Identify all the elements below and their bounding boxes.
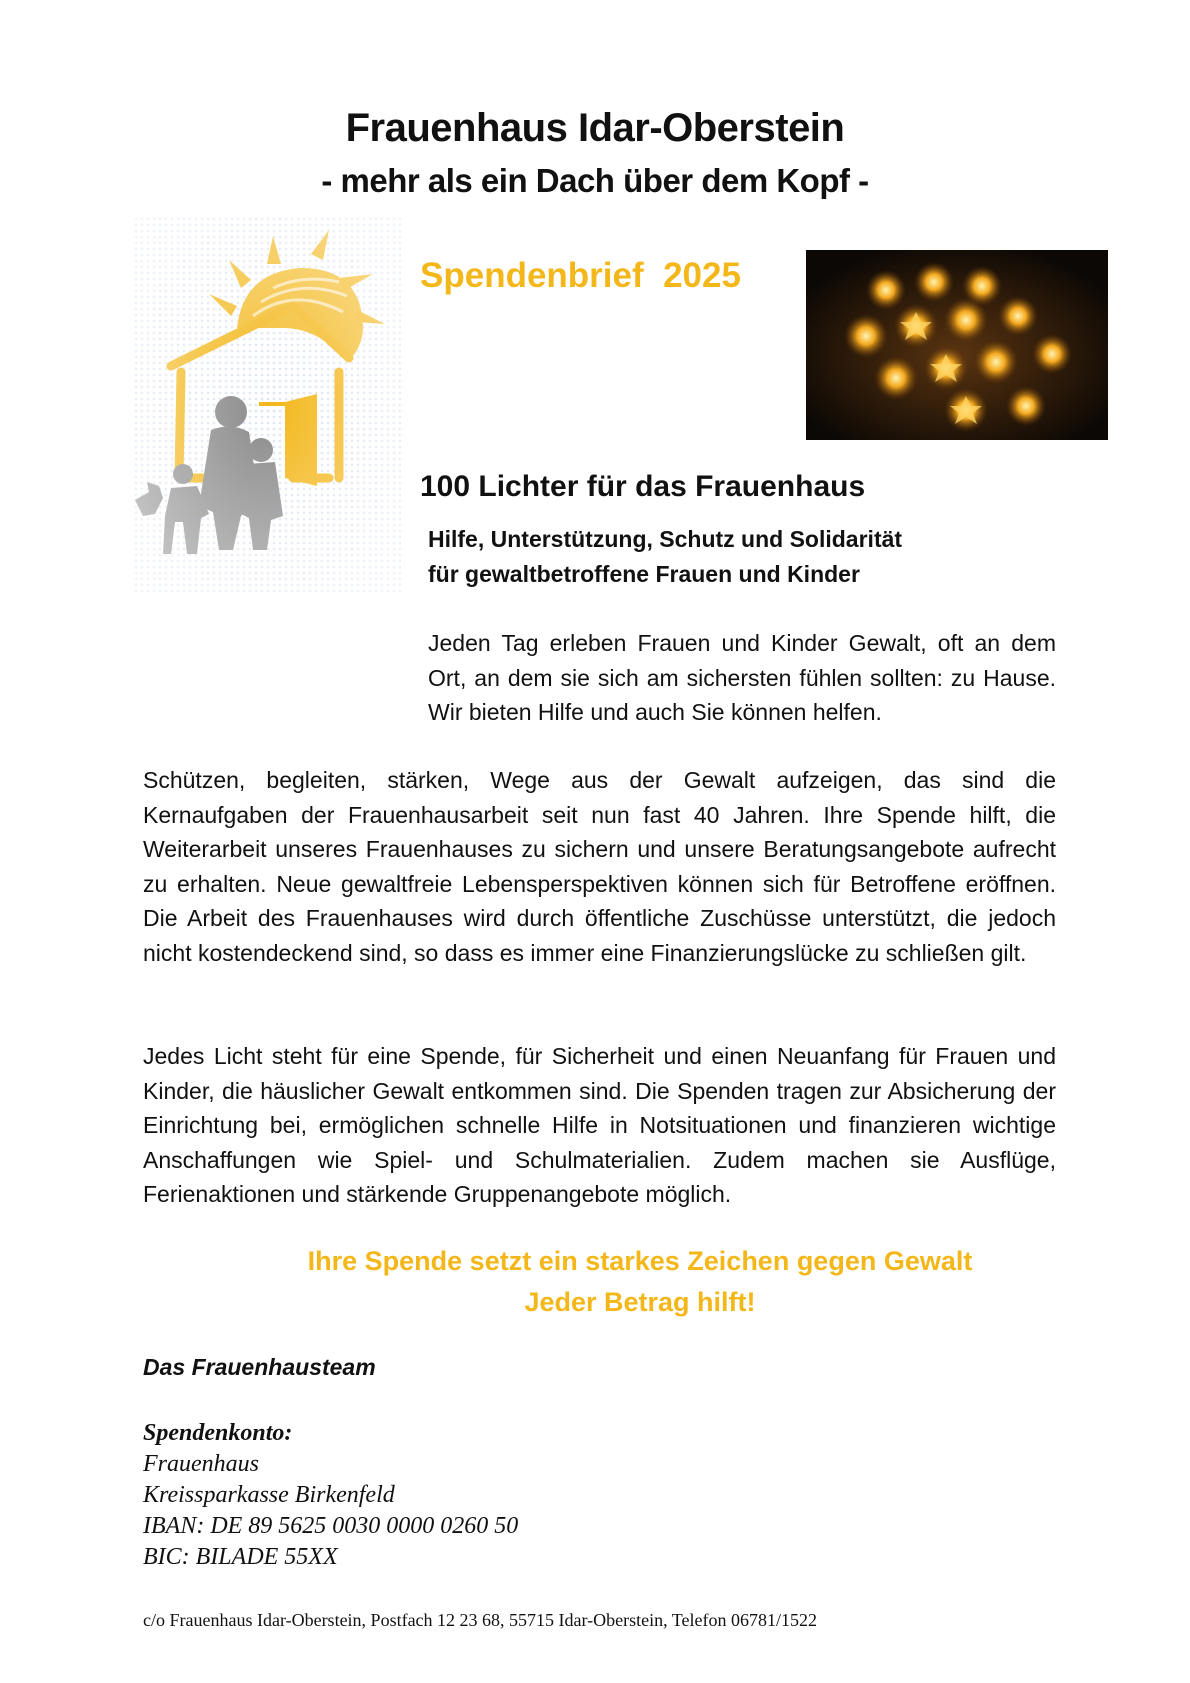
account-iban: IBAN: DE 89 5625 0030 0000 0260 50	[143, 1513, 519, 1539]
letter-label: Spendenbrief 2025	[420, 256, 741, 295]
intro-paragraph: Jeden Tag erleben Frauen und Kinder Gewalt, oft an dem Ort, an dem sie sich am sichersten fühlen sollten: zu Hause. Wir bieten Hilfe und auch Sie können helfen.	[428, 630, 1056, 725]
account-bank: Kreissparkasse Birkenfeld	[143, 1482, 395, 1508]
signature: Das Frauenhausteam	[143, 1354, 376, 1380]
house-sun-logo-icon	[133, 216, 405, 594]
candle-stars-photo-icon	[806, 250, 1108, 440]
page-title: Frauenhaus Idar-Oberstein	[345, 106, 845, 150]
body-paragraph-1: Schützen, begleiten, stärken, Wege aus der Gewalt aufzeigen, das sind die Kernaufgaben der Frauenhausarbeit seit nun fast 40 Jahren. Ihre Spende hilft, die Weiterarbeit unseres Frauenhauses zu sichern und unsere Beratungsangebote aufrecht zu erhalten. Neue gewaltfreie Lebensperspektiven können sich für Betroffene eröffnen. Die Arbeit des Frauenhauses wird durch öffentliche Zuschüsse unterstützt, die jedoch nicht kostendeckend sind, so dass es immer eine Finanzierungslücke zu schließen gilt.	[143, 767, 1056, 966]
call-to-action-line-1: Ihre Spende setzt ein starkes Zeichen gegen Gewalt	[307, 1246, 973, 1276]
section-subheading	[428, 522, 902, 592]
account-bic: BIC: BILADE 55XX	[143, 1544, 338, 1570]
subheading-line-2: für gewaltbetroffene Frauen und Kinder	[428, 561, 860, 587]
section-heading: 100 Lichter für das Frauenhaus	[420, 470, 866, 503]
bank-account-block	[143, 1418, 518, 1573]
footer-address: c/o Frauenhaus Idar-Oberstein, Postfach 12 23 68, 55715 Idar-Oberstein, Telefon 06781/1522	[143, 1610, 818, 1630]
body-paragraph-2: Jedes Licht steht für eine Spende, für Sicherheit und einen Neuanfang für Frauen und Kinder, die häuslicher Gewalt entkommen sind. Die Spenden tragen zur Absicherung der Einrichtung bei, ermöglichen schnelle Hilfe in Notsituationen und finanzieren wichtige Anschaffungen wie Spiel- und Schulmaterialien. Zudem machen sie Ausflüge, Ferienaktionen und stärkende Gruppenangebote möglich.	[143, 1043, 1056, 1207]
account-label: Spendenkonto:	[143, 1420, 293, 1446]
call-to-action-line-2: Jeder Betrag hilft!	[524, 1287, 756, 1317]
subheading-line-1: Hilfe, Unterstützung, Schutz und Solidarität	[428, 526, 903, 552]
account-holder: Frauenhaus	[143, 1451, 259, 1477]
page-subtitle: - mehr als ein Dach über dem Kopf -	[321, 162, 869, 199]
